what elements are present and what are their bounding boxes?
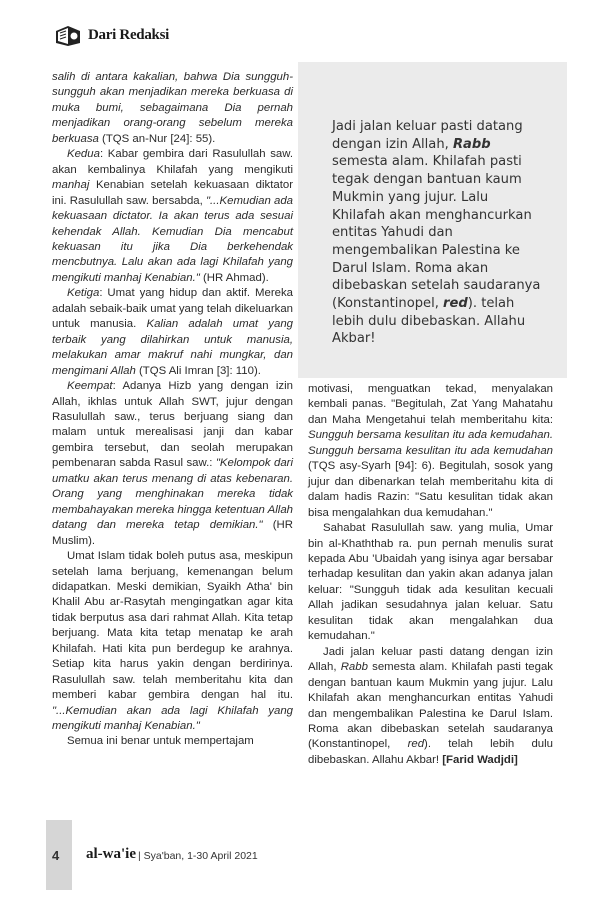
paragraph: Semua ini benar untuk mempertajam [67, 735, 254, 748]
page-footer [0, 820, 599, 897]
issue-date: | Sya'ban, 1-30 April 2021 [138, 850, 258, 862]
author-signature: [Farid Wadjdi] [442, 753, 518, 766]
paragraph: Jadi jalan keluar pasti datang dengan izin Allah, Rabb semesta alam. Khilafah pasti tegak dengan bantuan kaum Mukmin yang jujur. Lalu Khilafah akan menghancurkan entitas Yahudi dan mengembalikan Palestina ke Darul Islam. Roma akan dibebaskan setelah saudaranya (Konstantinopel, red). telah lebih dulu dibebaskan. Allahu Akbar! [Farid Wadjdi] [308, 645, 553, 766]
paragraph: motivasi, menguatkan tekad, menyalakan kembali panas. "Begitulah, Zat Yang Mahatahu dan Maha Mengetahui telah memberitahu kita: Sungguh bersama kesulitan itu ada kemudahan. Sungguh bersama kesulitan itu ada kemudahan (TQS asy-Syarh [94]: 6). Begitulah, sosok yang jujur dan dibenarkan telah memberitahu kita di dalam hadis Razin: "Satu kesulitan tidak akan bisa mengalahkan dua kemudahan." [308, 383, 553, 519]
paragraph: salih di antara kakalian, bahwa Dia sungguh-sungguh akan menjadikan mereka berkuasa di muka bumi, sebagaimana Dia pernah menjadikan orang-orang sebelum mereka berkuasa (TQS an-Nur [24]: 55). [52, 71, 293, 145]
paragraph: Kedua: Kabar gembira dari Rasulullah saw. akan kembalinya Khilafah yang mengikuti manhaj Kenabian setelah kekuasaan diktator ini. Rasulullah saw. bersabda, "...Kemudian ada kekuasaan dictator. Ia akan terus ada sesuai kehendak Allah. Kemudian Dia mencabut kekuasan itu jika Dia berkehendak mencbutnya. Lalu akan ada lagi Khilafah yang mengikuti manhaj Kenabian." (HR Ahmad). [52, 148, 293, 284]
left-column [52, 70, 293, 750]
page-number: 4 [52, 848, 60, 863]
right-column [308, 382, 553, 768]
pull-quote-box [298, 62, 567, 378]
paragraph: Sahabat Rasulullah saw. yang mulia, Umar bin al-Khaththab ra. pun pernah menulis surat kepada Abu 'Ubaidah yang isinya agar bersabar terhadap kesulitan dan yakin akan adanya jalan keluar: "Sungguh tidak ada kesulitan kecuali Allah jadikan sesudahnya jalan keluar. Satu kesulitan tidak akan mengalahkan dua kemudahan." [308, 522, 553, 643]
paragraph: Keempat: Adanya Hizb yang dengan izin Allah, ikhlas untuk Allah SWT, jujur dengan Rasulullah saw., terus berjuang siang dan malam untuk merealisasi janji dan kabar gembira tersebut, dan seolah merupakan pembenaran sabda Rasul saw.: "Kelompok dari umatku akan terus menang di atas kebenaran. Orang yang menghinakan mereka tidak membahayakan mereka hingga ketentuan Allah datang dan mereka tetap demikian." (HR Muslim). [52, 380, 293, 547]
pull-quote: Jadi jalan keluar pasti datang dengan izin Allah, Rabb semesta alam. Khilafah pasti tegak dengan bantuan kaum Mukmin yang jujur. Lalu Khilafah akan menghancurkan entitas Yahudi dan mengembalikan Palestina ke Darul Islam. Roma akan dibebaskan setelah saudaranya (Konstantinopel, red). telah lebih dulu dibebaskan. Allahu Akbar! [332, 119, 541, 347]
magazine-name: al-wa'ie [86, 846, 136, 862]
book-logo-icon [54, 23, 82, 47]
paragraph: Ketiga: Umat yang hidup dan aktif. Mereka adalah sebaik-baik umat yang telah dikeluarkan untuk manusia. Kalian adalah umat yang terbaik yang dilahirkan untuk manusia, melakukan amar makruf nahi mungkar, dan mengimani Allah (TQS Ali Imran [3]: 110). [52, 287, 293, 377]
section-title: Dari Redaksi [88, 26, 169, 43]
page-header [54, 20, 169, 50]
paragraph: Umat Islam tidak boleh putus asa, meskipun setelah lama berjuang, kemenangan belum didapatkan. Meski demikian, Syaikh Atha' bin Khalil Abu ar-Rasytah mengingatkan agar kita tidak berputus asa dari rahmat Allah. Kita tetap berjuang. Mata kita tetap menatap ke arah Khilafah. Hati kita pun berdegup ke arahnya. Setiap kita harus yakin dengan berdirinya. Rasulullah saw. telah memberitahu kita dan memberi kabar gembira dengan hal itu. "...Kemudian akan ada lagi Khilafah yang mengikuti manhaj Kenabian." [52, 550, 293, 733]
